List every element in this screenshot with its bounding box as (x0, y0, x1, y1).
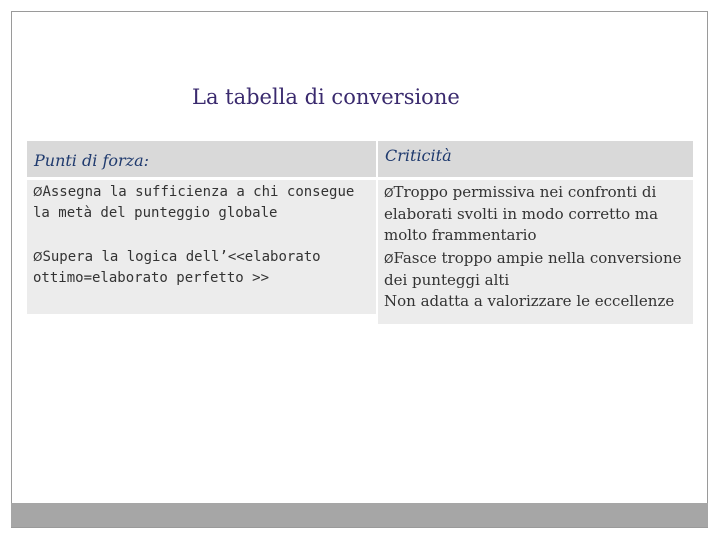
critical-issue-item: ØTroppo permissiva nei confronti di elaborati svolti in modo corretto ma molto frammentario (384, 183, 659, 244)
strength-item: ØAssegna la sufficienza a chi consegue la metà del punteggio globale (33, 184, 355, 221)
slide-footer-bar (11, 503, 708, 527)
arrow-bullet-icon: Ø (33, 250, 43, 264)
strength-item: ØSupera la logica dell’<<elaborato ottimo=elaborato perfetto >> (33, 249, 321, 286)
arrow-bullet-icon: Ø (33, 185, 43, 199)
critical-issue-item: ØFasce troppo ampie nella conversione dei punteggi alti (384, 249, 682, 289)
arrow-bullet-icon: Ø (384, 252, 394, 266)
table-header-strengths (27, 141, 376, 177)
strengths-header-label: Punti di forza: (34, 151, 150, 170)
critical-issue-item: Non adatta a valorizzare le eccellenze (384, 292, 675, 310)
strengths-cell (27, 180, 376, 314)
critical-issues-header-label: Criticità (385, 146, 452, 165)
table-header-critical-issues (378, 141, 693, 177)
arrow-bullet-icon: Ø (384, 186, 394, 200)
slide-title: La tabella di conversione (192, 85, 460, 109)
critical-issues-cell (378, 180, 693, 324)
